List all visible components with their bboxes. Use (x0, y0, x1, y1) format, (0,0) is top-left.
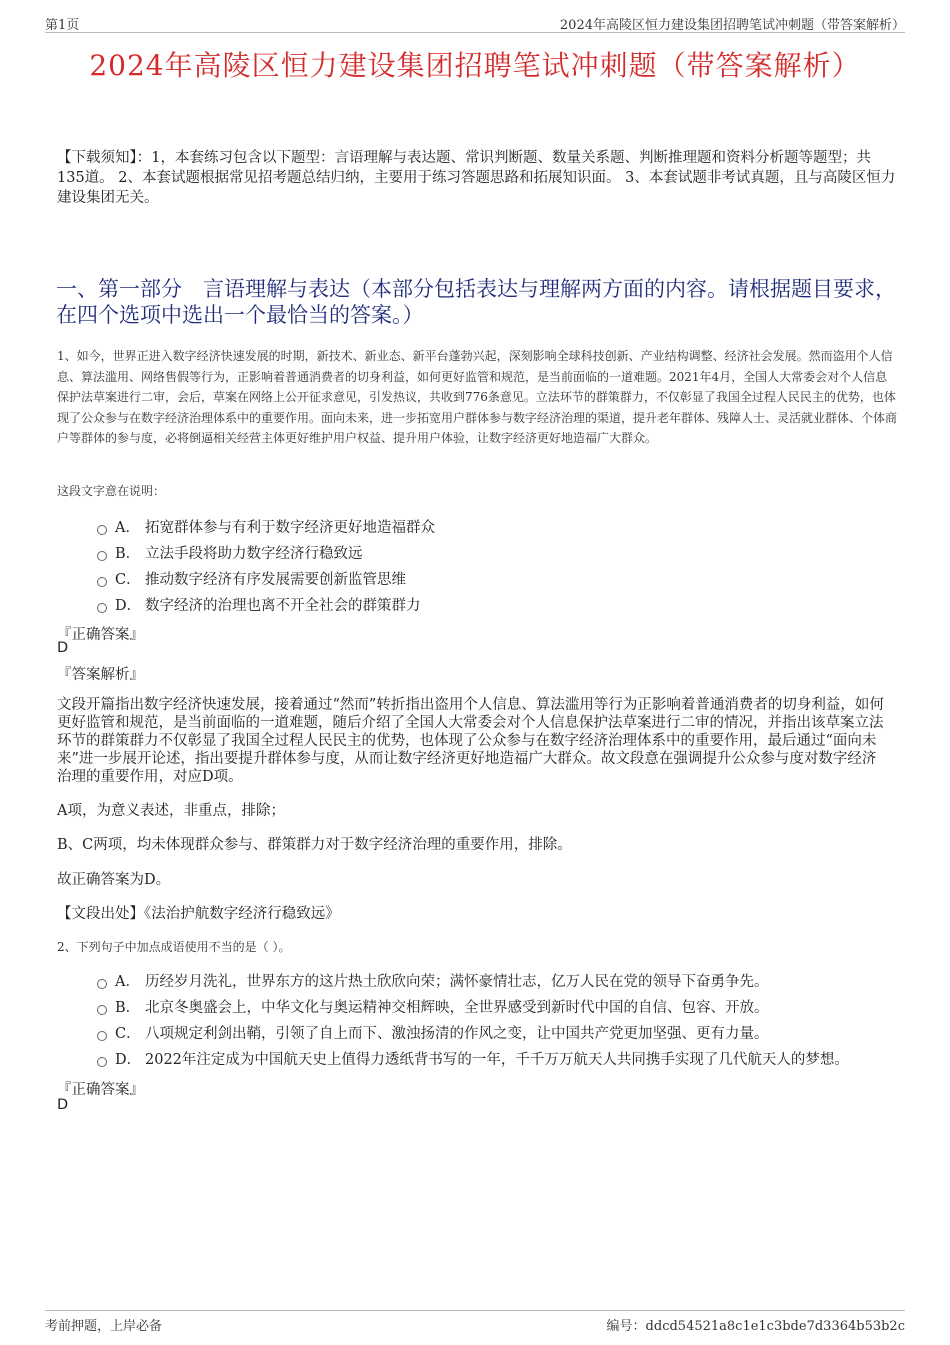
radio-icon[interactable] (97, 551, 107, 561)
radio-icon[interactable] (97, 1005, 107, 1015)
q2-answer-label: 『正确答案』 (57, 1082, 144, 1098)
q1-analysis-label: 『答案解析』 (57, 667, 144, 683)
q1-option-c[interactable]: C． 推动数字经济有序发展需要创新监管思维 (95, 568, 905, 594)
q1-note-bc: B、C两项，均未体现群众参与、群策群力对于数字经济治理的重要作用，排除。 (57, 837, 572, 853)
page-number: 第1页 (45, 18, 80, 33)
q1-option-b[interactable]: B． 立法手段将助力数字经济行稳致远 (95, 542, 905, 568)
q2-option-a[interactable]: A． 历经岁月洗礼，世界东方的这片热土欣欣向荣；满怀豪情壮志，亿万人民在党的领导下奋勇争先。 (95, 970, 905, 996)
q1-option-a[interactable]: A． 拓宽群体参与有利于数字经济更好地造福群众 (95, 516, 905, 542)
q1-prompt: 这段文字意在说明： (57, 484, 166, 498)
download-notice: 【下载须知】：1，本套练习包含以下题型：言语理解与表达题、常识判断题、数量关系题、判断推理题和资料分析题等题型；共135道。 2、本套试题根据常见招考题总结归纳，主要用于练习答题思路和拓展知识面。 3、本套试题非考试真题，且与高陵区恒力建设集团无关。 (57, 150, 896, 206)
radio-icon[interactable] (97, 1057, 107, 1067)
page-title: 2024年高陵区恒力建设集团招聘笔试冲刺题（带答案解析） (89, 49, 861, 82)
q1-source: 【文段出处】《法治护航数字经济行稳致远》 (57, 906, 340, 922)
q2-answer: D (57, 1097, 69, 1113)
radio-icon[interactable] (97, 525, 107, 535)
radio-icon[interactable] (97, 603, 107, 613)
q2-options (95, 970, 905, 1074)
header-doc-title: 2024年高陵区恒力建设集团招聘笔试冲刺题（带答案解析） (559, 18, 905, 33)
radio-icon[interactable] (97, 1031, 107, 1041)
q2-prompt: 2、下列句子中加点成语使用不当的是（ ）。 (57, 940, 291, 954)
q2-option-b[interactable]: B． 北京冬奥盛会上，中华文化与奥运精神交相辉映，全世界感受到新时代中国的自信、包容、开放。 (95, 996, 905, 1022)
radio-icon[interactable] (97, 577, 107, 587)
q2-option-d[interactable]: D． 2022年注定成为中国航天史上值得力透纸背书写的一年，千千万万航天人共同携手实现了几代航天人的梦想。 (95, 1048, 905, 1074)
q1-options (95, 516, 905, 620)
q1-conclusion: 故正确答案为D。 (57, 872, 171, 888)
q1-answer: D (57, 640, 69, 656)
q1-passage: 1、如今，世界正进入数字经济快速发展的时期，新技术、新业态、新平台蓬勃兴起，深刻影响全球科技创新、产业结构调整、经济社会发展。然而盗用个人信息、算法滥用、网络售假等行为，正影响着普通消费者的切身利益，如何更好监管和规范，是当前面临的一道难题。2021年4月，全国人大常委会对个人信息保护法草案进行二审，会后，草案在网络上公开征求意见，引发热议，共收到776条意见。立法环节的群策群力，不仅彰显了我国全过程人民民主的优势，也体现了公众参与在数字经济治理体系中的重要作用。面向未来，进一步拓宽用户群体参与数字经济治理的渠道，提升老年群体、残障人士、灵活就业群体、个体商户等群体的参与度，必将倒逼相关经营主体更好维护用户权益、提升用户体验，让数字经济更好地造福广大群众。 (57, 349, 898, 445)
q1-option-d[interactable]: D． 数字经济的治理也离不开全社会的群策群力 (95, 594, 905, 620)
footer-slogan: 考前押题，上岸必备 (45, 1319, 163, 1334)
q1-note-a: A项，为意义表述，非重点，排除； (57, 803, 285, 819)
q1-answer-label: 『正确答案』 (57, 627, 144, 643)
section-title: 一、第一部分 言语理解与表达（本部分包括表达与理解两方面的内容。请根据题目要求，在四个选项中选出一个最恰当的答案。） (56, 277, 896, 327)
radio-icon[interactable] (97, 979, 107, 989)
page-footer (45, 1310, 905, 1334)
q2-option-c[interactable]: C． 八项规定利剑出鞘，引领了自上而下、激浊扬清的作风之变，让中国共产党更加坚强、更有力量。 (95, 1022, 905, 1048)
q1-analysis: 文段开篇指出数字经济快速发展，接着通过“然而”转折指出盗用个人信息、算法滥用等行为正影响着普通消费者的切身利益，如何更好监管和规范，是当前面临的一道难题，随后介绍了全国人大常委会对个人信息保护法草案进行二审的情况，并指出该草案立法环节的群策群力不仅彰显了我国全过程人民民主的优势，也体现了公众参与在数字经济治理体系中的重要作用，最后通过“面向未来”进一步展开论述，指出要提升群体参与度，从而让数字经济更好地造福广大群众。故文段意在强调提升公众参与度对数字经济治理的重要作用，对应D项。 (57, 697, 884, 785)
footer-code: 编号：ddcd54521a8c1e1c3bde7d3364b53b2c (606, 1319, 905, 1334)
page-header (45, 12, 905, 33)
